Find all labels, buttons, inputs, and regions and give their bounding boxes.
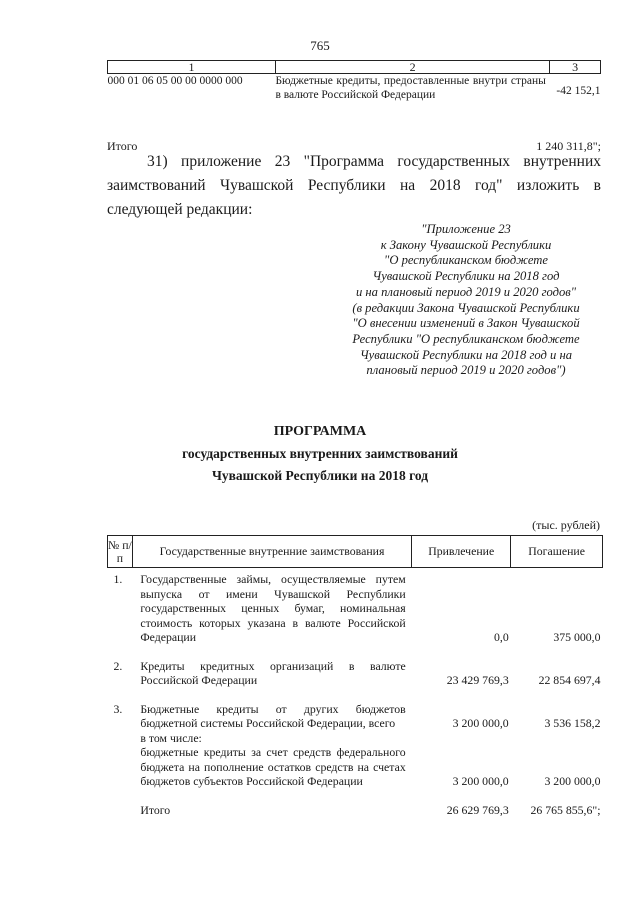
total-attraction: 26 629 769,3: [446, 802, 509, 817]
table-row: [108, 659, 603, 688]
appendix-line: к Закону Чувашской Республики: [380, 237, 552, 252]
appendix-line: плановый период 2019 и 2020 годов"): [366, 363, 566, 378]
top-continuation-table: [107, 60, 601, 102]
header-repayment: Погашение: [511, 536, 603, 568]
appendix-line: "Приложение 23: [421, 222, 511, 236]
borrowings-table: [107, 535, 603, 817]
borrowings-header-row: [108, 536, 603, 568]
page-number: 765: [310, 38, 330, 53]
header-attraction: Привлечение: [412, 536, 511, 568]
budget-item-value: -42 152,1: [556, 85, 601, 97]
amendment-paragraph: 31) приложение 23 "Программа государственных внутренних заимствований Чувашской Республики на 2018 год" изложить в следующей редакции:: [107, 153, 601, 218]
budget-code: 000 01 06 05 00 00 0000 000: [107, 75, 243, 87]
row-repayment: 375 000,0: [553, 630, 601, 644]
row-repayment: 22 854 697,4: [538, 673, 601, 687]
total-label: Итого: [140, 802, 171, 817]
row-number: 3.: [113, 701, 123, 716]
top-total-value: 1 240 311,8";: [536, 139, 601, 153]
units-label: (тыс. рублей): [532, 518, 600, 532]
program-title: ПРОГРАММА: [273, 424, 367, 439]
top-total-label: Итого: [107, 139, 138, 153]
total-repayment: 26 765 855,6";: [530, 802, 601, 817]
top-table-header-2: 2: [275, 61, 549, 74]
row-attraction: 0,0: [493, 630, 509, 644]
program-subtitle-line1: государственных внутренних заимствований: [182, 446, 458, 461]
row-number: 1.: [113, 572, 123, 586]
sub-label-row: [108, 731, 603, 746]
program-subtitle-line2: Чувашской Республики на 2018 год: [211, 468, 429, 483]
row-attraction: 23 429 769,3: [446, 673, 509, 687]
row-name: Кредиты кредитных организаций в валюте Российской Федерации: [140, 658, 406, 687]
appendix-line: "О внесении изменений в Закон Чувашской: [352, 316, 580, 331]
table-row: [108, 572, 603, 645]
sub-label: в том числе:: [140, 730, 202, 745]
appendix-heading: [330, 222, 602, 379]
appendix-line: Республики "О республиканском бюджете: [352, 331, 580, 346]
row-number: 2.: [113, 658, 123, 673]
row-attraction: 3 200 000,0: [452, 716, 509, 730]
budget-item-name: Бюджетные кредиты, предоставленные внутри страны в валюте Российской Федерации: [275, 75, 546, 101]
header-borrowings: Государственные внутренние заимствования: [132, 536, 411, 568]
sub-row-attraction: 3 200 000,0: [452, 774, 509, 788]
header-number: № п/п: [108, 536, 133, 568]
top-table-header-3: 3: [550, 61, 601, 74]
total-row: [108, 803, 603, 818]
sub-row-name: бюджетные кредиты за счет средств федерального бюджета на пополнение остатков средств на счетах бюджетов субъектов Российской Федерации: [140, 745, 406, 788]
top-table-header-row: [108, 61, 601, 74]
table-row: [108, 702, 603, 731]
appendix-line: Чувашской Республики на 2018 год: [372, 269, 560, 284]
row-repayment: 3 536 158,2: [544, 716, 601, 730]
appendix-line: Чувашской Республики на 2018 год и на: [359, 347, 573, 362]
top-table-row: [108, 74, 601, 103]
table-row: [108, 745, 603, 789]
appendix-line: (в редакции Закона Чувашской Республики: [352, 300, 580, 315]
appendix-line: "О республиканском бюджете: [384, 253, 548, 268]
appendix-line: и на плановый период 2019 и 2020 годов": [355, 284, 577, 299]
sub-row-repayment: 3 200 000,0: [544, 774, 601, 788]
row-name: Бюджетные кредиты от других бюджетов бюджетной системы Российской Федерации, всего: [140, 701, 406, 730]
top-table-header-1: 1: [108, 61, 276, 74]
row-name: Государственные займы, осуществляемые путем выпуска от имени Чувашской Республики государственных ценных бумаг, номинальная стоимость которых указана в валюте Российской Федерации: [140, 572, 406, 644]
